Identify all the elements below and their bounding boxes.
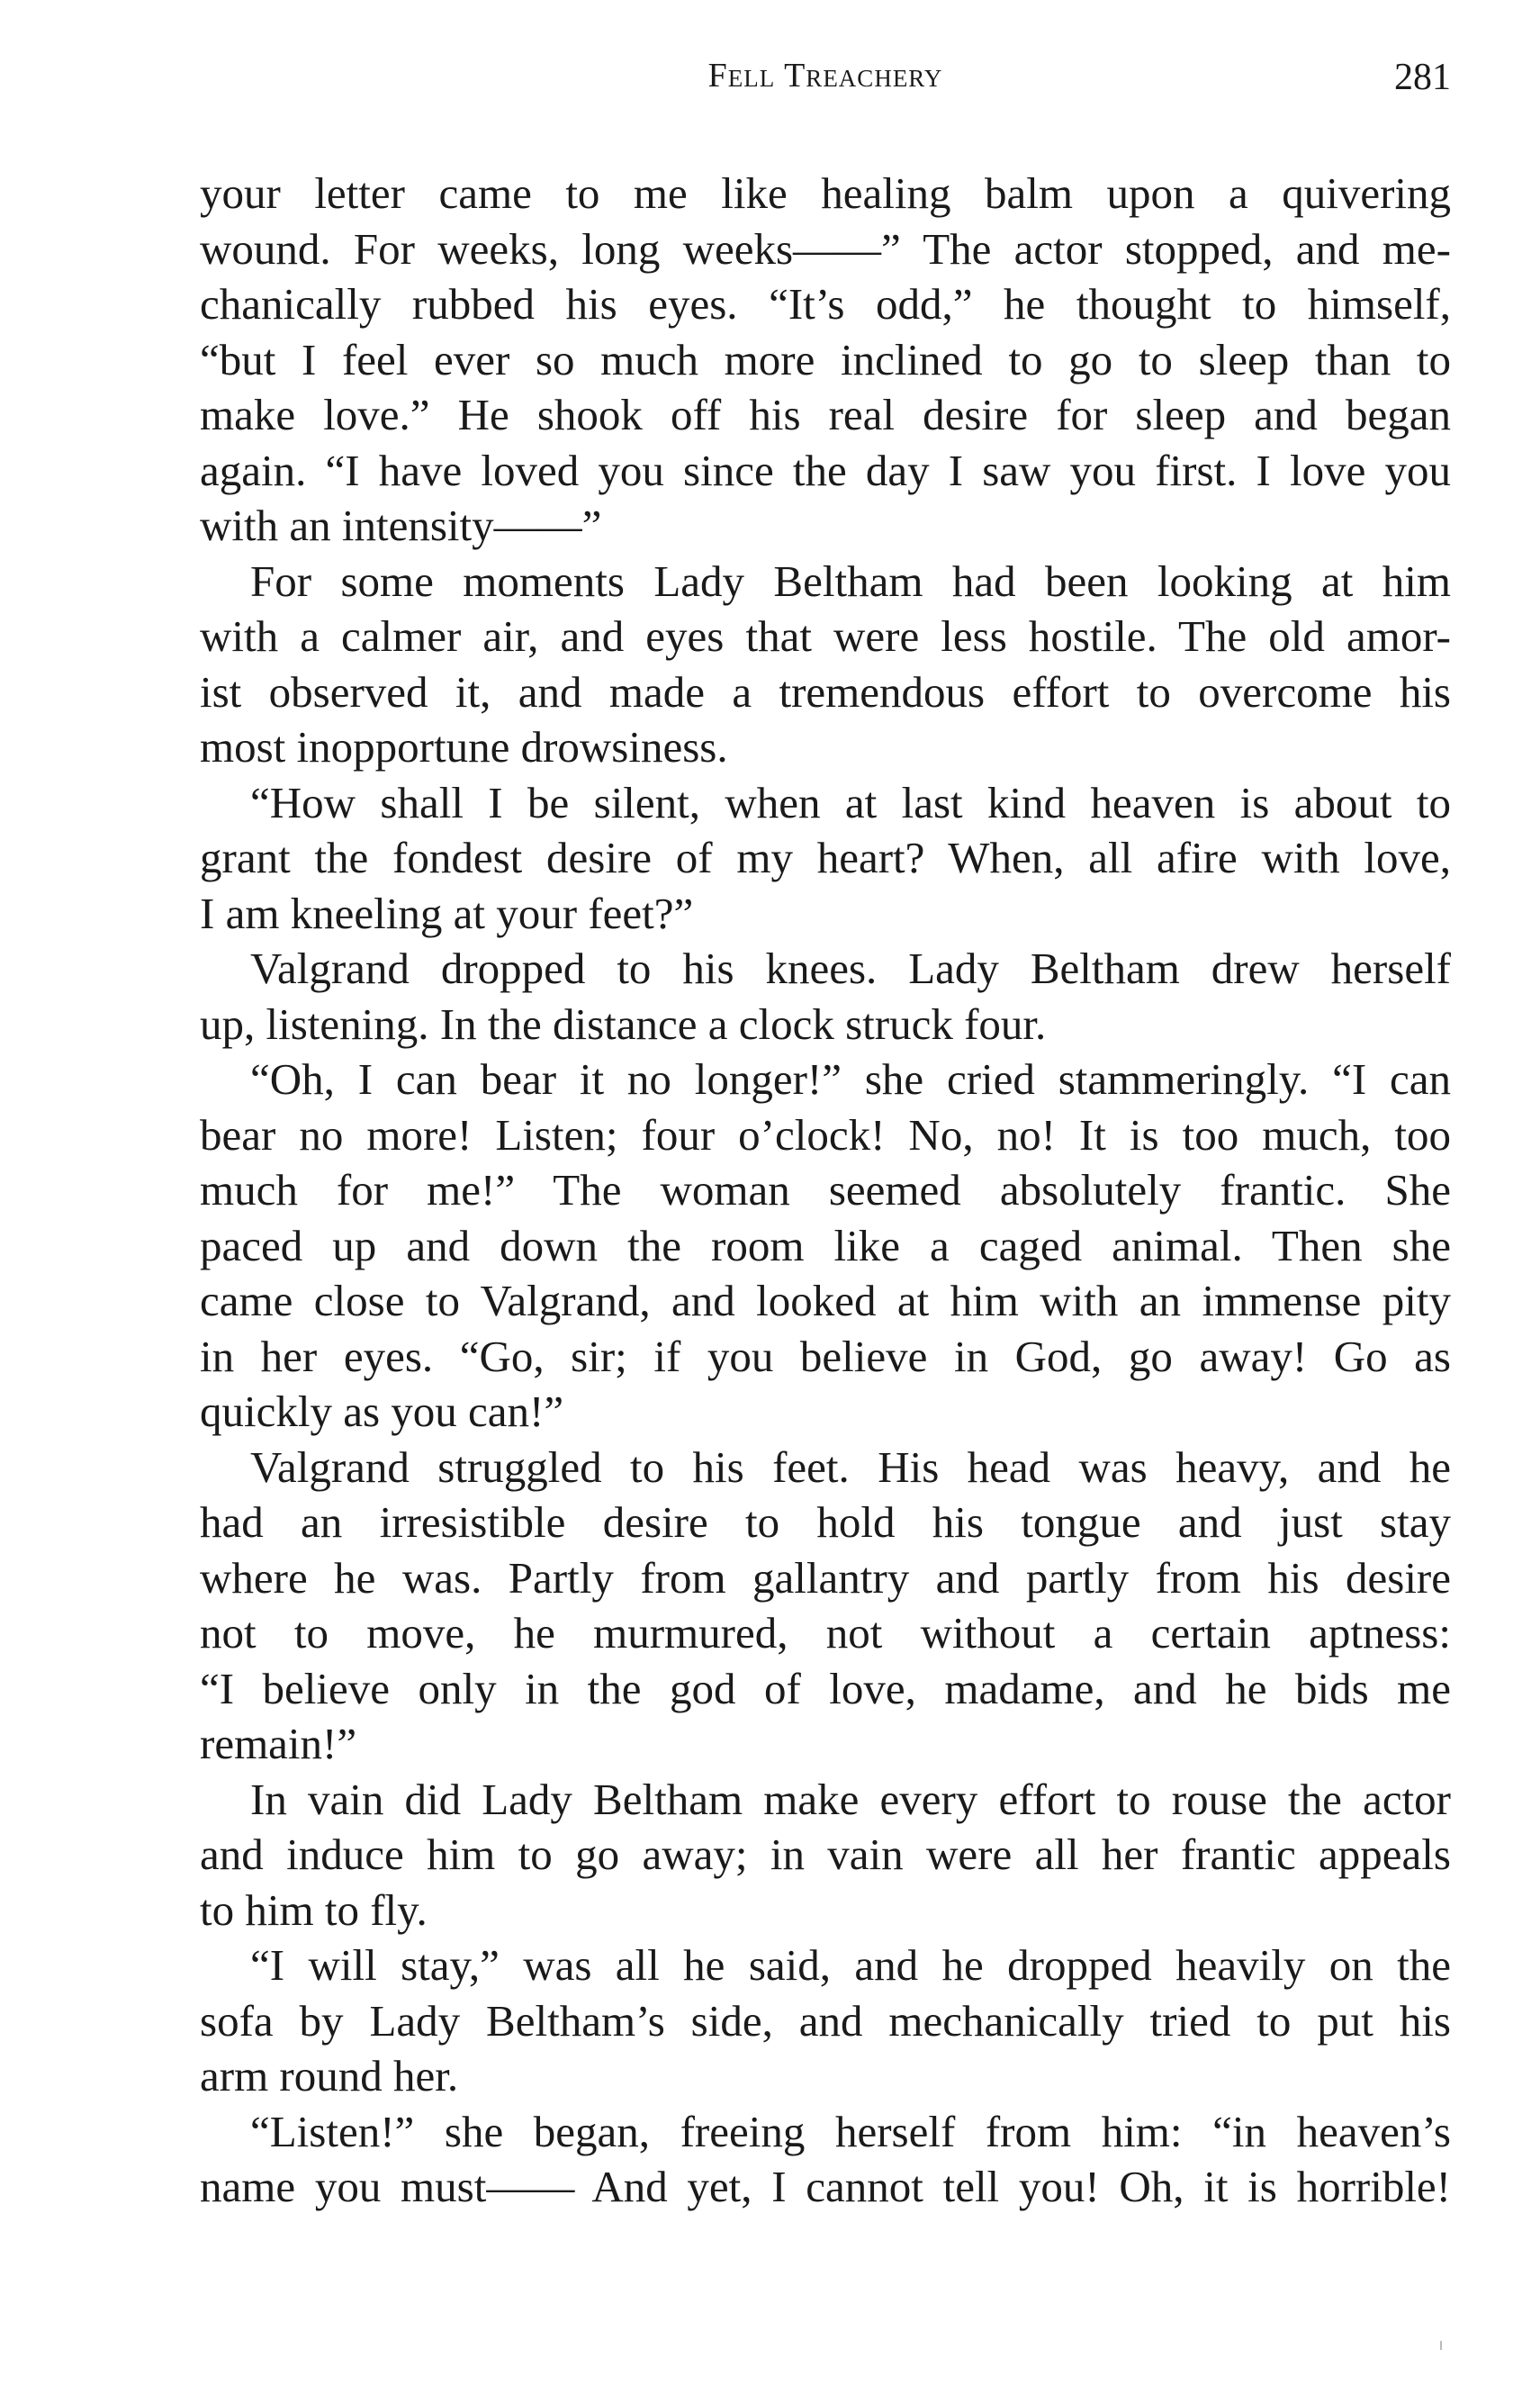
text-line: “How shall I be silent, when at last kind heaven is about to <box>250 777 1451 827</box>
text-line: chanically rubbed his eyes. “It’s odd,” he thought to himself, <box>200 279 1451 329</box>
paragraph <box>200 554 1451 775</box>
text-line: with an intensity——” <box>200 501 602 550</box>
text-line: came close to Valgrand, and looked at him with an immense pity <box>200 1276 1451 1325</box>
scan-speck <box>1440 2341 1442 2350</box>
paragraph <box>200 1772 1451 1938</box>
text-line: where he was. Partly from gallantry and partly from his desire <box>200 1552 1451 1603</box>
text-line: In vain did Lady Beltham make every effort to rouse the actor <box>250 1774 1451 1824</box>
running-head <box>200 56 1451 110</box>
text-line: and induce him to go away; in vain were all her frantic appeals <box>200 1829 1451 1879</box>
text-line: much for me!” The woman seemed absolutely frantic. She <box>200 1165 1451 1215</box>
paragraph <box>200 941 1451 1052</box>
text-line: again. “I have loved you since the day I saw you first. I love you <box>200 445 1451 495</box>
text-line: bear no more! Listen; four o’clock! No, no! It is too much, too <box>200 1109 1451 1160</box>
text-line: had an irresistible desire to hold his tongue and just stay <box>200 1497 1451 1547</box>
text-line: to him to fly. <box>200 1884 428 1935</box>
text-line: “Oh, I can bear it no longer!” she cried stammeringly. “I can <box>250 1054 1451 1104</box>
text-line: sofa by Lady Beltham’s side, and mechanically tried to put his <box>200 1995 1451 2046</box>
text-line: grant the fondest desire of my heart? When, all afire with love, <box>200 833 1451 882</box>
text-line: quickly as you can!” <box>200 1387 564 1436</box>
paragraph <box>200 1938 1451 2104</box>
text-line: I am kneeling at your feet?” <box>200 888 694 938</box>
text-line: your letter came to me like healing balm upon a quivering <box>200 168 1451 218</box>
running-title: Fell Treachery <box>707 57 943 95</box>
text-line: remain!” <box>200 1719 357 1768</box>
text-line: with a calmer air, and eyes that were less hostile. The old amor- <box>200 611 1451 661</box>
text-line: in her eyes. “Go, sir; if you believe in God, go away! Go as <box>200 1331 1451 1381</box>
paragraph <box>200 2104 1451 2215</box>
paragraph <box>200 1052 1451 1440</box>
body-text <box>200 166 1451 2215</box>
text-line: wound. For weeks, long weeks——” The actor stopped, and me- <box>200 223 1451 274</box>
text-line: “but I feel ever so much more inclined to go to sleep than to <box>200 334 1451 384</box>
text-line: “Listen!” she began, freeing herself from him: “in heaven’s <box>250 2106 1451 2156</box>
paragraph <box>200 1440 1451 1772</box>
text-line: not to move, he murmured, not without a certain aptness: <box>200 1608 1451 1658</box>
text-line: most inopportune drowsiness. <box>200 722 728 772</box>
text-line: “I will stay,” was all he said, and he dropped heavily on the <box>250 1940 1451 1990</box>
text-line: Valgrand dropped to his knees. Lady Beltham drew herself <box>250 944 1451 993</box>
text-line: paced up and down the room like a caged animal. Then she <box>200 1220 1451 1270</box>
paragraph <box>200 166 1451 554</box>
text-line: ist observed it, and made a tremendous effort to overcome his <box>200 666 1451 717</box>
text-line: make love.” He shook off his real desire for sleep and began <box>200 390 1451 439</box>
text-line: For some moments Lady Beltham had been looking at him <box>250 556 1451 606</box>
text-line: arm round her. <box>200 2051 459 2100</box>
text-line: name you must—— And yet, I cannot tell you! Oh, it is horrible! <box>200 2162 1451 2211</box>
paragraph <box>200 775 1451 942</box>
text-line: Valgrand struggled to his feet. His head was heavy, and he <box>250 1441 1451 1492</box>
text-line: up, listening. In the distance a clock struck four. <box>200 998 1047 1049</box>
page-number: 281 <box>1394 57 1451 98</box>
text-line: “I believe only in the god of love, madame, and he bids me <box>200 1663 1451 1713</box>
